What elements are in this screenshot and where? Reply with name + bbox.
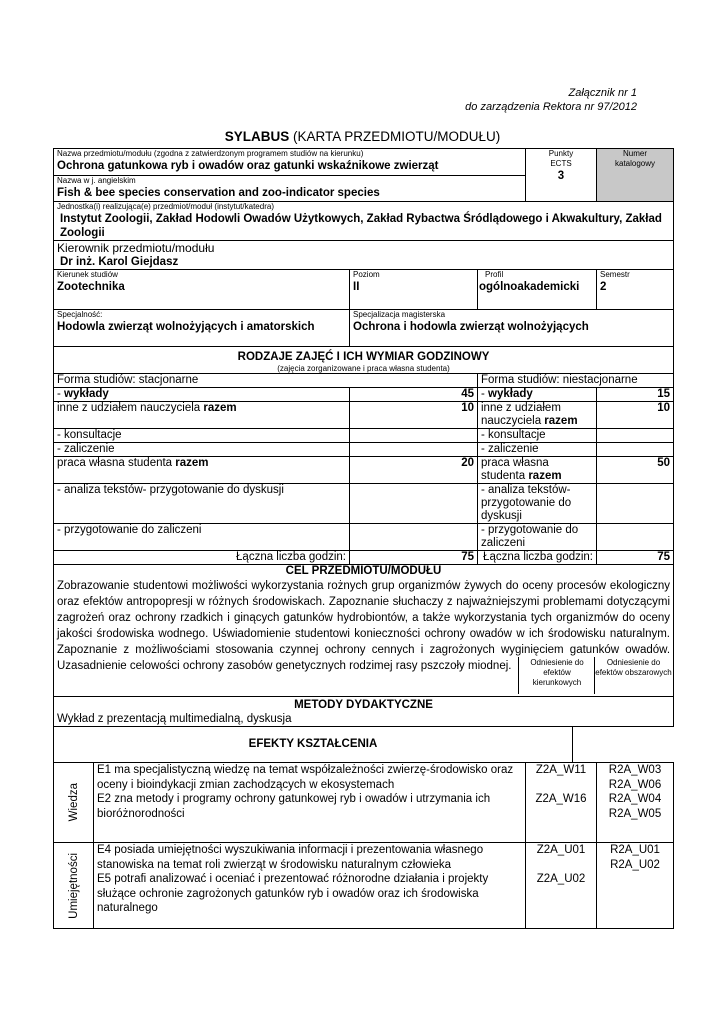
nonstationary-hours — [597, 429, 674, 443]
field-code: Z2A_U02 — [536, 872, 586, 885]
hours-row — [54, 524, 674, 551]
english-name-label: Nazwa w j. angielskim — [57, 176, 136, 185]
area-code: R2A_W03 — [608, 764, 662, 776]
unit-value: Instytut Zoologii, Zakład Hodowli Owadów Użytkowych, Zakład Rybactwa Śródlądowego i Akwakultury, Zakład Zoologii — [60, 213, 662, 239]
semester-value: 2 — [600, 281, 607, 293]
course-name: Ochrona gatunkowa ryb i owadów oraz gatunki wskaźnikowe zwierząt — [57, 160, 439, 172]
nonstationary-hours — [597, 524, 674, 551]
specialty-row — [54, 310, 674, 347]
nonstationary-hours: 50 — [657, 457, 671, 469]
outcome-text: E4 posiada umiejętności wyszukiwania informacji i prezentowania własnego stanowiska na temat roli zwierząt w środowisku naturalnym człowieka — [97, 844, 484, 871]
page-title — [0, 129, 725, 144]
row-prefix: - — [57, 484, 65, 496]
nonstationary-hours: 15 — [657, 388, 671, 400]
field-label: Kierunek studiów — [57, 270, 118, 279]
outcome-text: E5 potrafi analizować i oceniać i prezentować różnorodne działania i projekty służące ochronie zagrożonych gatunków ryb i owadów oraz ich środowiska naturalnego — [97, 873, 489, 914]
outcome-text: E2 zna metody i programy ochrony gatunkowej ryb i owadów i utrzymania ich bioróżnorodności — [97, 793, 491, 820]
row-label: przygotowanie do zaliczeni — [481, 524, 579, 549]
title-rest: (KARTA PRZEDMIOTU/MODUŁU) — [289, 129, 501, 144]
row-prefix: - — [481, 484, 489, 496]
nonstationary-hours — [597, 484, 674, 524]
outcomes-title: EFEKTY KSZTAŁCENIA — [54, 727, 573, 763]
annex-note — [465, 86, 637, 114]
unit-row — [54, 202, 674, 241]
header-divider — [518, 657, 519, 694]
nonstationary-header: Forma studiów: niestacjonarne — [478, 374, 674, 388]
methods-title: METODY DYDAKTYCZNE — [294, 699, 433, 711]
group-label: Wiedza — [67, 783, 80, 822]
row-prefix: - — [57, 388, 65, 400]
hours-row — [54, 402, 674, 429]
level-label: Poziom — [353, 270, 380, 279]
area-code: R2A_W05 — [608, 807, 662, 820]
stationary-hours — [350, 484, 478, 524]
row-prefix: - — [481, 429, 489, 441]
outcome-text: E1 ma specjalistyczną wiedzę na temat współzależności zwierzę-środowisko oraz oceny i bioindykacji zmian zachodzących w ekosystemach — [97, 764, 514, 791]
stationary-hours — [350, 429, 478, 443]
row-prefix: - — [481, 388, 489, 400]
head-row — [54, 241, 674, 270]
english-name: Fish & bee species conservation and zoo-indicator species — [57, 187, 380, 199]
outcome-group-knowledge — [54, 763, 674, 843]
row-prefix: - — [57, 524, 65, 536]
ects-label: Punkty ECTS — [548, 149, 574, 168]
level-value: II — [353, 281, 360, 293]
head-value: Dr inż. Karol Giejdasz — [60, 256, 179, 268]
row-prefix: inne z udziałem nauczyciela — [481, 402, 561, 427]
row-label: razem — [175, 457, 209, 469]
row-prefix: - — [481, 443, 489, 455]
hours-header-row — [54, 374, 674, 388]
row-label: razem — [544, 415, 578, 427]
row-label: analiza tekstów- przygotowanie do dyskusji — [481, 484, 572, 522]
total-label: Łączna liczba godzin: — [54, 551, 350, 565]
row-label: przygotowanie do zaliczeni — [64, 524, 202, 536]
goal-title: CEL PRZEDMIOTU/MODUŁU — [285, 565, 442, 577]
ects-value: 3 — [557, 170, 565, 182]
area-code: R2A_U01 — [610, 844, 660, 856]
hours-row — [54, 484, 674, 524]
hours-title: RODZAJE ZAJĘĆ I ICH WYMIAR GODZINOWY — [237, 351, 490, 363]
header-divider — [594, 657, 595, 694]
profile-label: Profil — [485, 270, 504, 279]
row-label: razem — [528, 470, 562, 482]
unit-label: Jednostka(i) realizująca(e) przedmiot/moduł (instytut/katedra) — [57, 202, 274, 211]
total-nonstationary: 75 — [657, 551, 671, 563]
row-label: razem — [203, 402, 237, 414]
area-code: R2A_U02 — [610, 858, 660, 871]
row-prefix: inne z udziałem nauczyciela — [57, 402, 204, 414]
specialty-label: Specjalność: — [57, 310, 103, 319]
row-label: zaliczenie — [64, 443, 115, 455]
outcomes-header-row — [54, 727, 674, 763]
methods-text: Wykład z prezentacją multimedialną, dyskusja — [57, 713, 292, 725]
stationary-hours — [350, 524, 478, 551]
row-label: analiza tekstów- przygotowanie do dyskusji — [64, 484, 284, 496]
row-label: konsultacje — [488, 429, 546, 441]
field-code: Z2A_W16 — [535, 792, 587, 805]
specialty-value: Hodowla zwierząt wolnożyjących i amatorskich — [57, 321, 315, 333]
profile-value: ogólnoakademicki — [479, 281, 580, 293]
row-prefix: - — [57, 429, 65, 441]
nonstationary-hours: 10 — [657, 402, 671, 414]
group-label: Umiejętności — [67, 852, 80, 919]
master-specialization-value: Ochrona i hodowla zwierząt wolnożyjących — [353, 321, 589, 333]
hours-row — [54, 429, 674, 443]
annex-line-2: do zarządzenia Rektora nr 97/2012 — [465, 101, 637, 113]
area-code: R2A_W04 — [608, 793, 662, 805]
hours-total-row — [54, 551, 674, 565]
row-prefix: - — [57, 443, 65, 455]
methods-row — [54, 697, 674, 727]
semester-label: Semestr — [600, 270, 630, 279]
field-value: Zootechnika — [57, 281, 125, 293]
syllabus-table — [53, 148, 674, 929]
master-specialization-label: Specjalizacja magisterska — [353, 310, 446, 319]
hours-subtitle: (zajęcia zorganizowane i praca własna studenta) — [277, 364, 450, 373]
stationary-hours: 10 — [461, 402, 474, 414]
annex-line-1: Załącznik nr 1 — [568, 87, 637, 99]
hours-title-row — [54, 347, 674, 374]
outcomes-area-header: Odniesienie do efektów obszarowych — [595, 658, 672, 677]
stationary-hours: 20 — [461, 457, 474, 469]
hours-row — [54, 443, 674, 457]
row-label: zaliczenie — [488, 443, 539, 455]
row-label: konsultacje — [64, 429, 122, 441]
field-row — [54, 270, 674, 310]
nonstationary-hours — [597, 443, 674, 457]
head-label: Kierownik przedmiotu/modułu — [57, 241, 215, 255]
field-code: Z2A_W11 — [535, 764, 587, 776]
hours-row — [54, 388, 674, 402]
row-prefix: praca własna studenta — [481, 457, 549, 482]
row-prefix: praca własna studenta — [57, 457, 176, 469]
title-bold: SYLABUS — [224, 129, 290, 144]
outcome-group-skills — [54, 843, 674, 929]
row-label: wykłady — [64, 388, 109, 400]
goal-text: Zobrazowanie studentowi możliwości wykorzystania rożnych grup organizmów żywych do oceny procesów ekologiczny oraz efektów antropopresji w różnych środowiskach. Zapoznanie słuchaczy z najważniejszymi problemami dotyczącymi zagrożeń oraz ochrony rzadkich i ginących gatunków hydrobiontów, a także wykorzystania tych organizmów do oceny jakości środowiska wodnego. Uświadomienie studentowi konieczności ochrony owadów w ich środowisku naturalnym. Zapoznanie z możliwościami stosowania czynnej ochrony cennych i zagrożonych wyginięciem gatunków owadów. Uzasadnienie celowości ochrony zasobów genetycznych rodzimej rasy pszczoły miodnej. — [57, 580, 671, 672]
field-code: Z2A_U01 — [536, 844, 586, 856]
hours-row — [54, 457, 674, 484]
stationary-hours: 45 — [461, 388, 474, 400]
course-name-label: Nazwa przedmiotu/modułu (zgodna z zatwierdzonym programem studiów na kierunku) — [57, 149, 364, 158]
total-label: Łączna liczba godzin: — [478, 551, 597, 565]
catalog-number-label: Numer katalogowy — [615, 149, 656, 168]
row-prefix: - — [481, 524, 489, 536]
area-code: R2A_W06 — [608, 778, 662, 791]
stationary-hours — [350, 443, 478, 457]
course-name-row — [54, 149, 674, 176]
row-label: wykłady — [488, 388, 533, 400]
outcomes-field-header: Odniesienie do efektów kierunkowych — [530, 658, 584, 687]
stationary-header: Forma studiów: stacjonarne — [54, 374, 478, 388]
total-stationary: 75 — [461, 551, 474, 563]
